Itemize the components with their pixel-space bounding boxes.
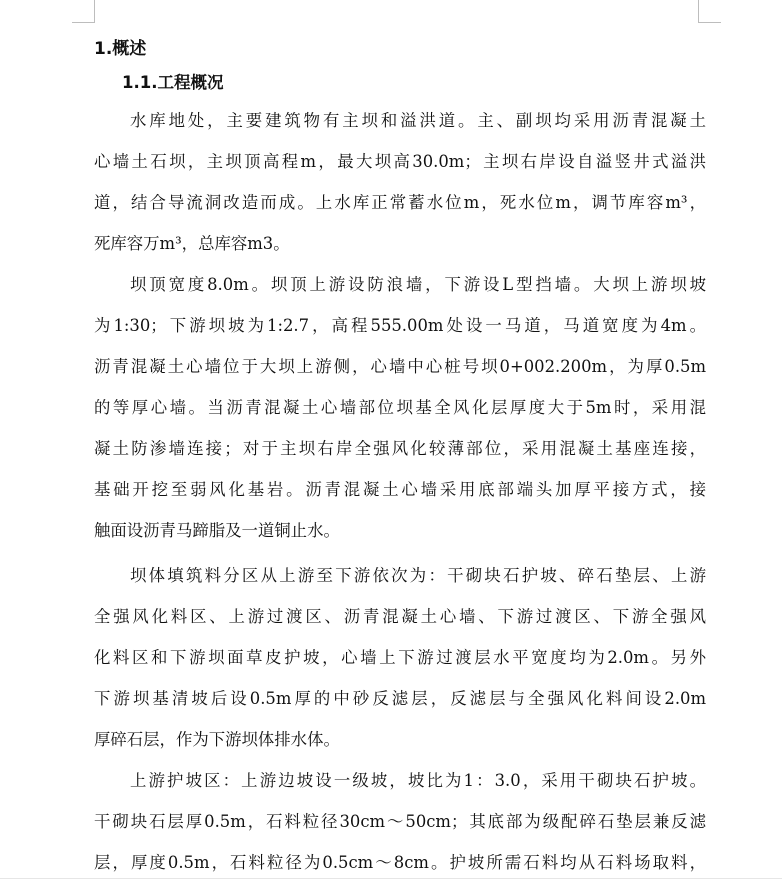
paragraph-line: 心墙土石坝，主坝顶高程m，最大坝高30.0m；主坝右岸设自溢竖井式溢洪 bbox=[94, 152, 706, 171]
paragraph-line: 干砌块石层厚0.5m，石料粒径30cm～50cm；其底部为级配碎石垫层兼反滤 bbox=[94, 812, 706, 831]
paragraph-fill-zoning bbox=[94, 555, 706, 760]
paragraph-line: 上游护坡区：上游边坡设一级坡，坡比为1：3.0，采用干砌块石护坡。 bbox=[130, 771, 706, 790]
heading-2: 1.1.工程概况 bbox=[122, 73, 224, 92]
paragraph-line: 全强风化料区、上游过渡区、沥青混凝土心墙、下游过渡区、下游全强风 bbox=[94, 607, 706, 626]
paragraph-line: 死库容万m³，总库容m3。 bbox=[94, 234, 290, 253]
paragraph-line: 沥青混凝土心墙位于大坝上游侧，心墙中心桩号坝0+002.200m，为厚0.5m bbox=[94, 357, 706, 376]
page-corner-mark-top-left bbox=[72, 0, 95, 23]
paragraph-overview bbox=[94, 100, 706, 264]
paragraph-upstream-slope bbox=[94, 760, 706, 883]
page-corner-mark-top-right bbox=[698, 0, 721, 23]
paragraph-line: 基础开挖至弱风化基岩。沥青混凝土心墙采用底部端头加厚平接方式，接 bbox=[94, 480, 706, 499]
paragraph-line: 坝顶宽度8.0m。坝顶上游设防浪墙，下游设L型挡墙。大坝上游坝坡 bbox=[130, 275, 706, 294]
paragraph-line: 为1:30；下游坝坡为1:2.7，高程555.00m处设一马道，马道宽度为4m。 bbox=[94, 316, 706, 335]
paragraph-line: 坝体填筑料分区从上游至下游依次为：干砌块石护坡、碎石垫层、上游 bbox=[130, 566, 706, 585]
paragraph-line: 水库地处，主要建筑物有主坝和溢洪道。主、副坝均采用沥青混凝土 bbox=[130, 111, 706, 130]
paragraph-line: 下游坝基清坡后设0.5m厚的中砂反滤层，反滤层与全强风化料间设2.0m bbox=[94, 689, 706, 708]
paragraph-line: 层，厚度0.5m，石料粒径为0.5cm～8cm。护坡所需石料均从石料场取料， bbox=[94, 853, 706, 872]
paragraph-line: 凝土防渗墙连接；对于主坝右岸全强风化较薄部位，采用混凝土基座连接， bbox=[94, 439, 706, 458]
paragraph-line: 厚碎石层，作为下游坝体排水体。 bbox=[94, 730, 340, 749]
paragraph-dam-crest bbox=[94, 264, 706, 551]
heading-1: 1.概述 bbox=[94, 39, 147, 59]
paragraph-line: 化料区和下游坝面草皮护坡，心墙上下游过渡层水平宽度均为2.0m。另外 bbox=[94, 648, 706, 667]
paragraph-line: 道，结合导流洞改造而成。上水库正常蓄水位m，死水位m，调节库容m³， bbox=[94, 193, 706, 212]
document-body bbox=[94, 32, 706, 883]
paragraph-line: 触面设沥青马蹄脂及一道铜止水。 bbox=[94, 521, 340, 540]
paragraph-line: 的等厚心墙。当沥青混凝土心墙部位坝基全风化层厚度大于5m时，采用混 bbox=[94, 398, 706, 417]
